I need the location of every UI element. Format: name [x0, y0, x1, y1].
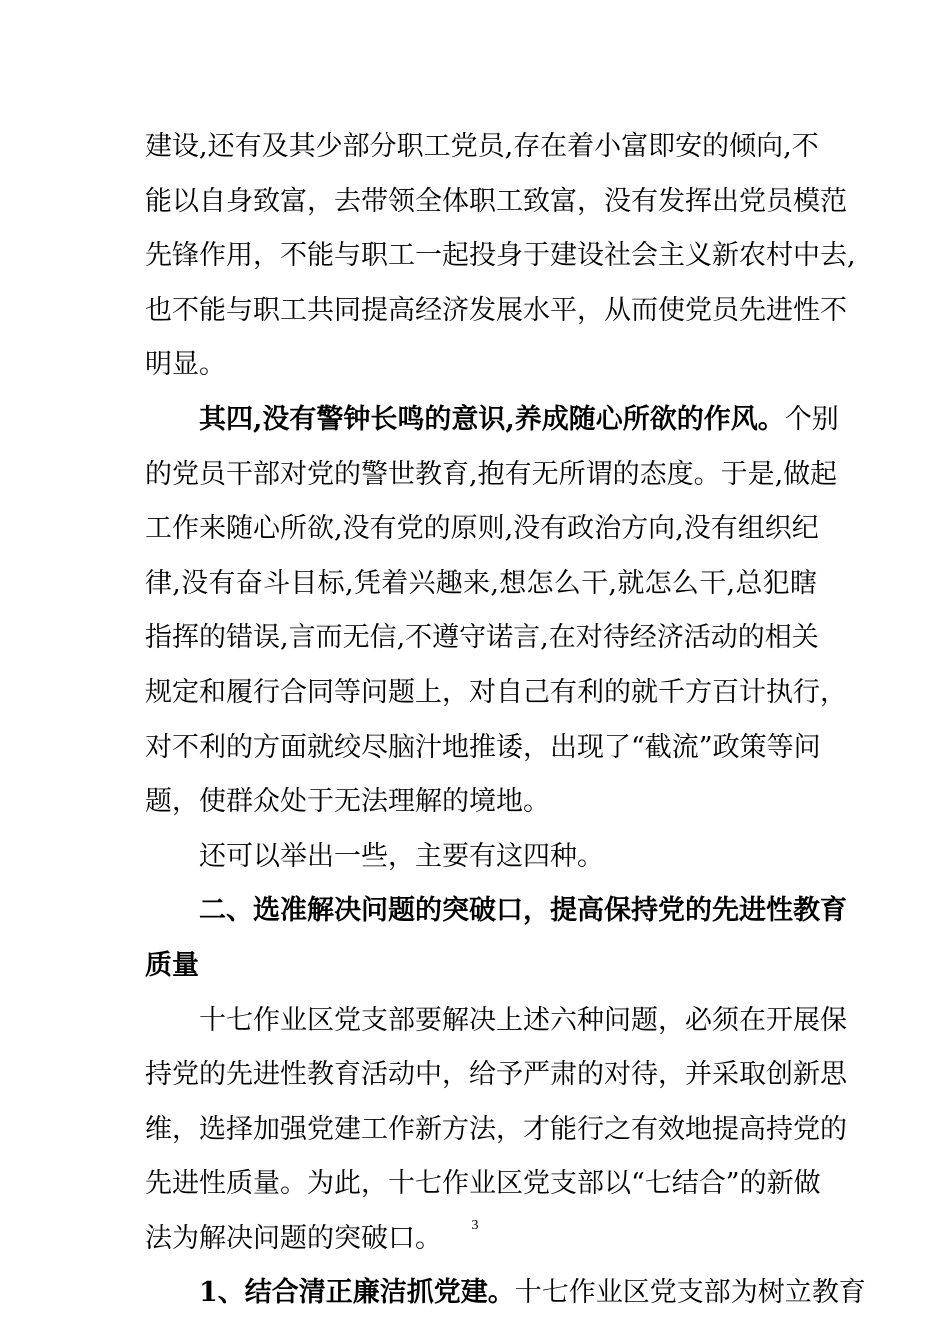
lead-rest: 个别 — [784, 403, 839, 435]
paragraph — [145, 830, 817, 885]
text-line: 律,没有奋斗目标,凭着兴趣来,想怎么干,就怎么干,总犯瞎 — [145, 567, 817, 599]
text-line: 明显。 — [145, 349, 226, 381]
text-line: 先进性质量。为此，十七作业区党支部以“七结合”的新做 — [145, 1168, 821, 1200]
text-line: 法为解决问题的突破口。 — [145, 1222, 442, 1254]
text-line: 也不能与职工共同提高经济发展水平，从而使党员先进性不 — [145, 294, 847, 326]
heading-line: 质量 — [145, 949, 199, 981]
text-line: 指挥的错误,言而无信,不遵守诺言,在对待经济活动的相关 — [145, 622, 819, 654]
text-line — [145, 393, 839, 448]
section-heading — [145, 884, 847, 993]
text-line: 的党员干部对党的警世教育,抱有无所谓的态度。于是,做起 — [145, 458, 838, 490]
text-line: 对不利的方面就绞尽脑汁地推诿，出现了“截流”政策等问 — [145, 731, 821, 763]
paragraph — [145, 393, 847, 830]
text-line: 持党的先进性教育活动中，给予严肃的对待，并采取创新思 — [145, 1059, 847, 1091]
paragraph — [145, 1266, 866, 1321]
document-body — [145, 120, 866, 1321]
text-line: 先锋作用，不能与职工一起投身于建设社会主义新农村中去, — [145, 240, 856, 272]
text-line: 工作来随心所欲,没有党的原则,没有政治方向,没有组织纪 — [145, 513, 819, 545]
bold-lead: 1、结合清正廉洁抓党建。 — [199, 1277, 515, 1309]
text-line: 建设,还有及其少部分职工党员,存在着小富即安的倾向,不 — [145, 131, 819, 162]
heading-line: 二、选准解决问题的突破口，提高保持党的先进性教育 — [199, 895, 847, 927]
text-line: 能以自身致富，去带领全体职工致富，没有发挥出党员模范 — [145, 185, 847, 217]
page-number: 3 — [471, 1218, 479, 1233]
bold-lead: 其四,没有警钟长鸣的意识,养成随心所欲的作风。 — [199, 403, 785, 435]
text-line: 维，选择加强党建工作新方法，才能行之有效地提高持党的 — [145, 1113, 847, 1145]
lead-rest: 十七作业区党支部为树立教育 — [514, 1277, 866, 1309]
text-line: 还可以举出一些，主要有这四种。 — [199, 840, 604, 872]
text-line: 题，使群众处于无法理解的境地。 — [145, 786, 550, 818]
text-line: 规定和履行合同等问题上，对自己有利的就千方百计执行， — [145, 676, 847, 708]
text-line — [145, 1266, 866, 1321]
paragraph — [145, 120, 856, 393]
text-line: 十七作业区党支部要解决上述六种问题，必须在开展保 — [199, 1004, 847, 1036]
